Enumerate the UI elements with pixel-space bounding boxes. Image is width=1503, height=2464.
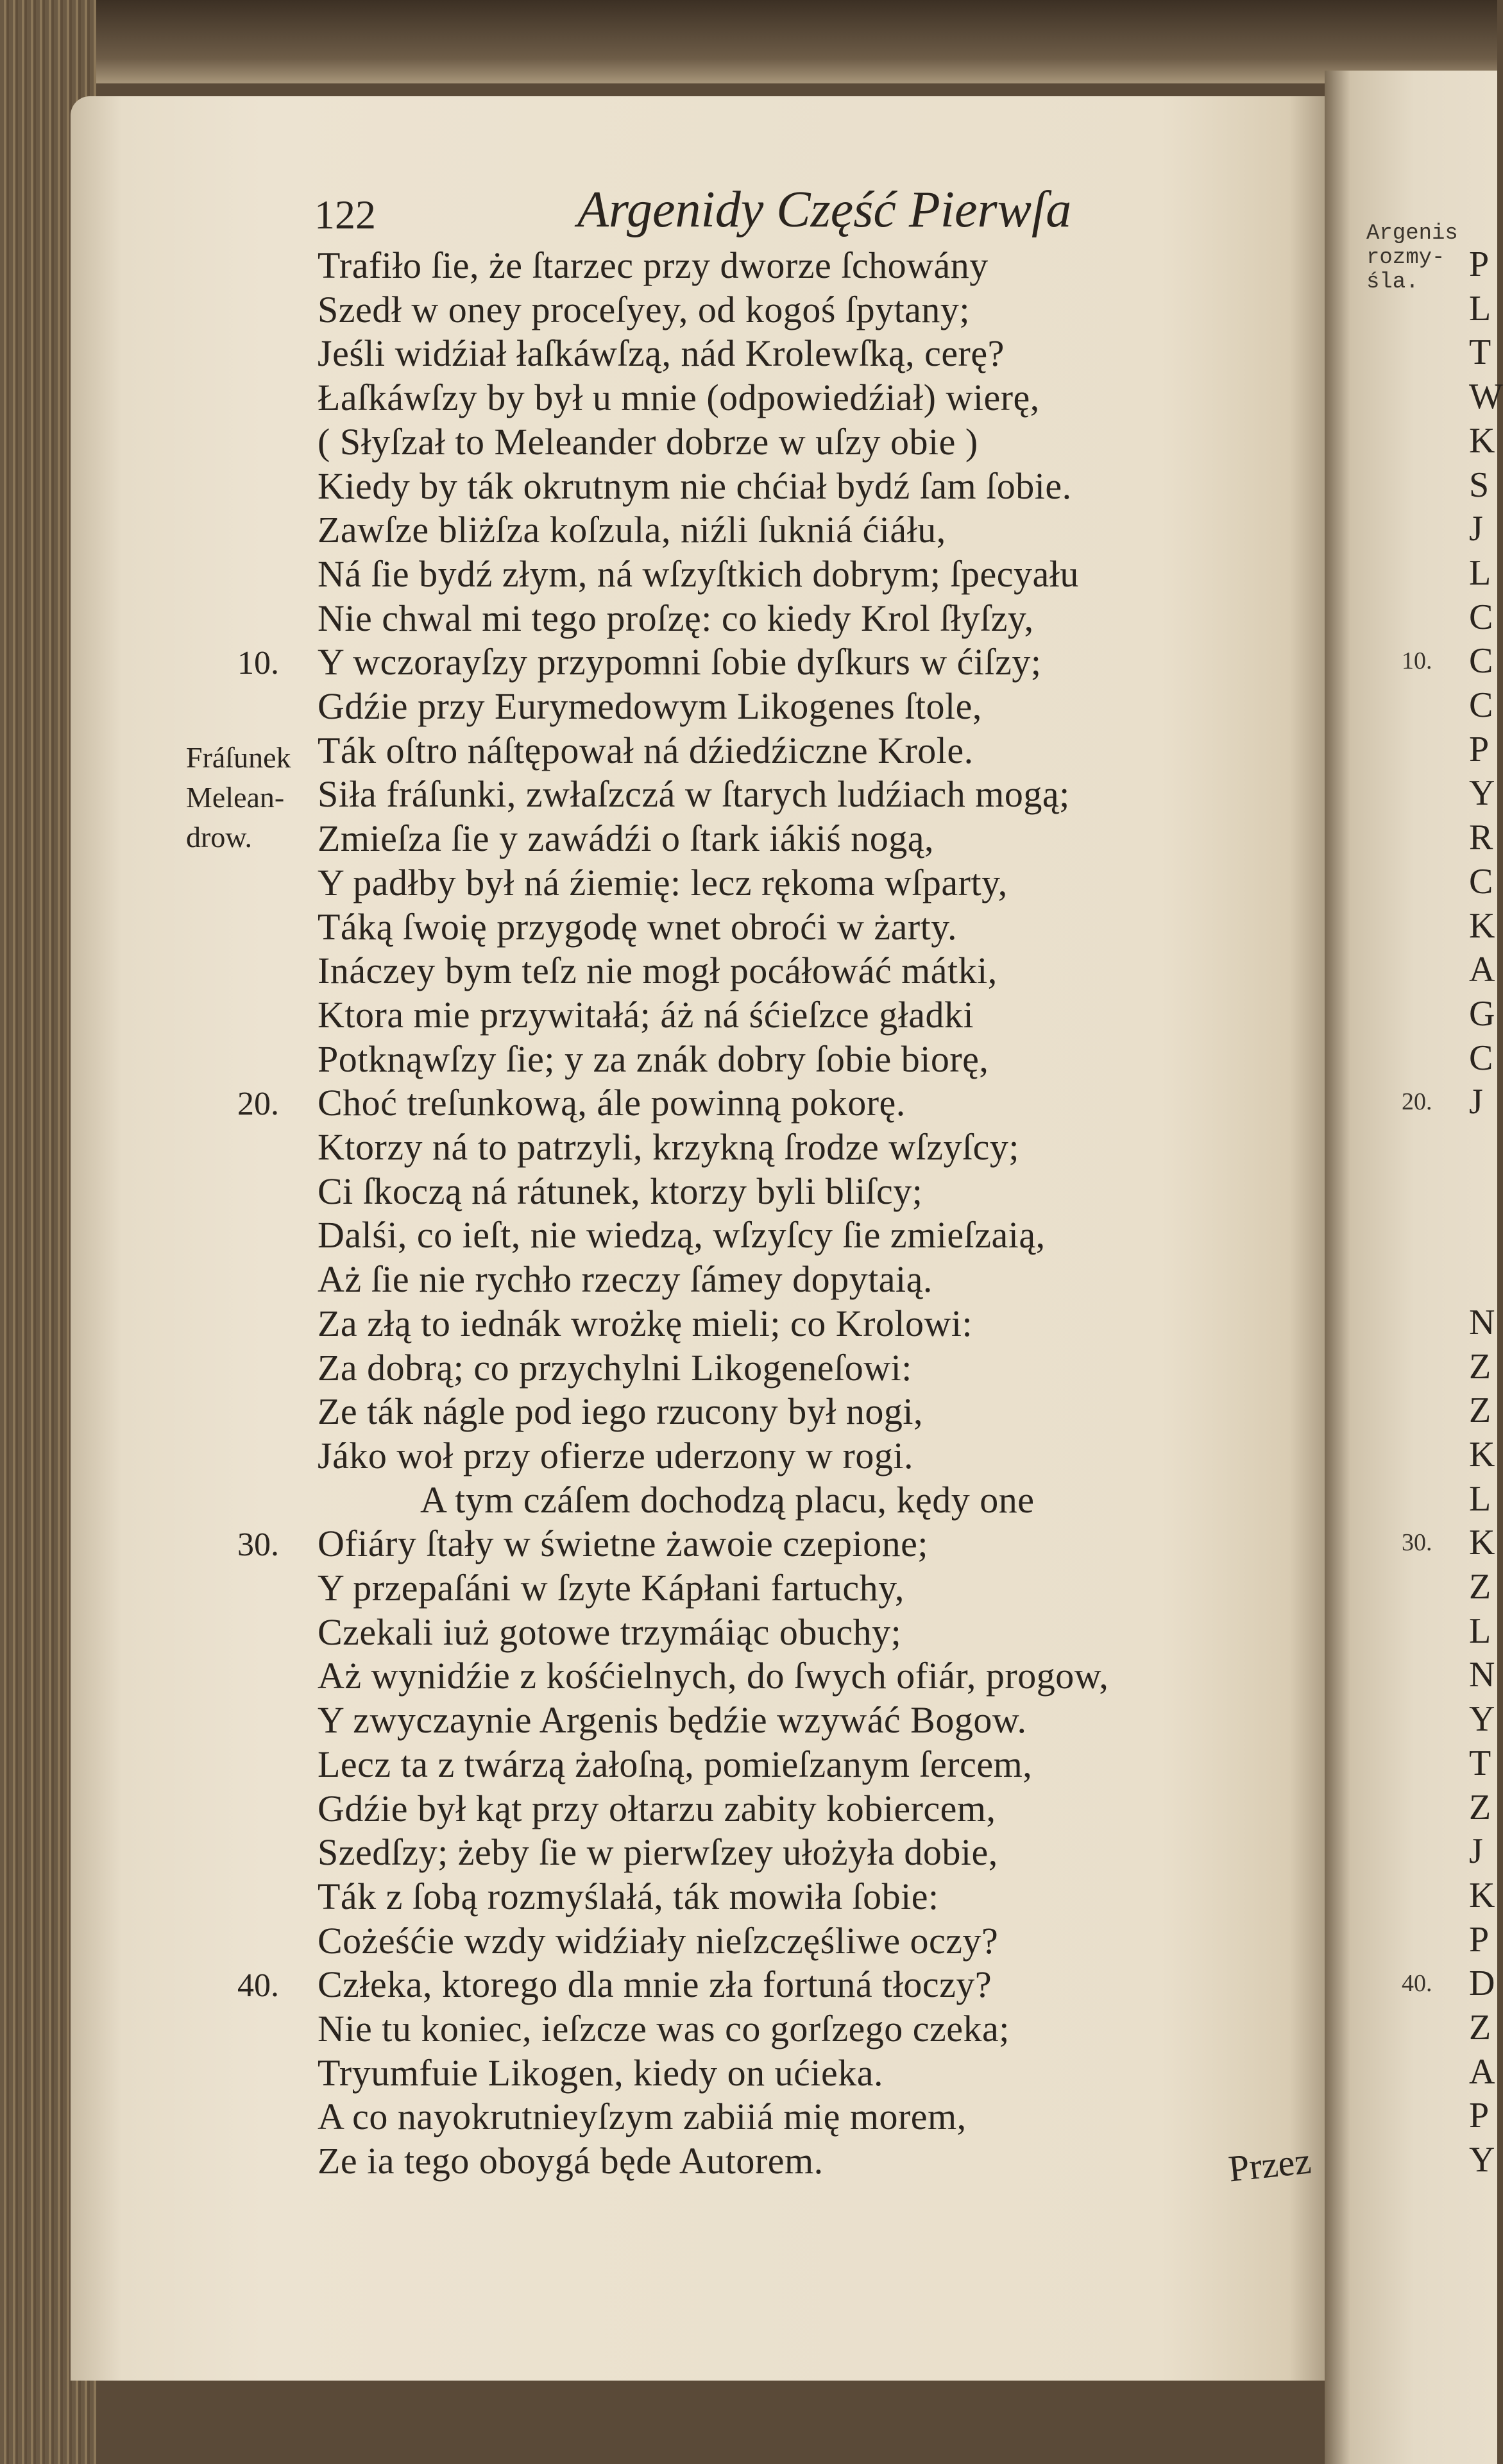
- line-number: 20.: [237, 1086, 279, 1123]
- verse-line: Gdźie był kąt przy ołtarzu zabity kobiercem,: [318, 1787, 996, 1829]
- right-margin-note-line: rozmy-: [1366, 246, 1445, 270]
- verse-line: Kiedy by ták okrutnym nie chćiał bydź ſam ſobie.: [318, 465, 1072, 507]
- verse-line: Lecz ta z twárzą żałoſną, pomieſzanym ſercem,: [318, 1743, 1033, 1785]
- verse-line: Gdźie przy Eurymedowym Likogenes ſtole,: [318, 685, 982, 727]
- right-page-line-initial: J: [1469, 509, 1484, 549]
- right-page-line-initial: P: [1469, 1919, 1490, 1960]
- right-page-line-initial: L: [1469, 1478, 1491, 1519]
- book-top-edge: [0, 0, 1497, 83]
- verse-line: Za złą to iednák wrożkę mieli; co Krolowi:: [318, 1302, 973, 1344]
- verse-line: Siła fráſunki, zwłaſzczá w ſtarych ludźiach mogą;: [318, 773, 1070, 816]
- right-page-line-initial: C: [1469, 641, 1493, 681]
- verse-line: Nie chwal mi tego proſzę: co kiedy Krol ſłyſzy,: [318, 597, 1034, 639]
- right-page-line-initial: S: [1469, 465, 1490, 505]
- verse-line: Zmieſza ſie y zawádźi o ſtark iákiś nogą,: [318, 817, 935, 860]
- verse-line: Szedł w oney proceſyey, od kogoś ſpytany;: [318, 288, 971, 330]
- verse-line: Ná ſie bydź złym, ná wſzyſtkich dobrym; ſpecyału: [318, 552, 1079, 595]
- right-page-line-initial: Z: [1469, 1390, 1491, 1431]
- verse-line: Y zwyczaynie Argenis będźie wzywáć Bogow.: [318, 1699, 1027, 1741]
- verse-line: Aż wynidźie z kośćielnych, do ſwych ofiár, progow,: [318, 1655, 1109, 1697]
- verse-line: Trafiło ſie, że ſtarzec przy dworze ſchowány: [318, 244, 989, 286]
- right-page-line-initial: T: [1469, 1743, 1491, 1783]
- right-page-line-number: 20.: [1402, 1088, 1432, 1116]
- right-page-line-initial: W: [1469, 377, 1503, 417]
- right-page-line-initial: L: [1469, 288, 1491, 329]
- verse-line: Ktorzy ná to patrzyli, krzykną ſrodze wſzyſcy;: [318, 1126, 1019, 1168]
- right-margin-note: [1366, 221, 1458, 295]
- verse-line: Ci ſkoczą ná rátunek, ktorzy byli bliſcy;: [318, 1170, 923, 1212]
- right-page-line-initial: Z: [1469, 1787, 1491, 1827]
- right-page-line-initial: P: [1469, 244, 1490, 284]
- margin-note-line: drow.: [186, 821, 253, 853]
- verse-line: Ze ták nágle pod iego rzucony był nogi,: [318, 1390, 924, 1433]
- verse-line: Y padłby był ná źiemię: lecz rękoma wſparty,: [318, 861, 1008, 903]
- right-page-line-initial: C: [1469, 1038, 1493, 1078]
- verse-line: Dalśi, co ieſt, nie wiedzą, wſzyſcy ſie zmieſzaią,: [318, 1214, 1046, 1256]
- right-margin-note-line: śla.: [1366, 270, 1419, 295]
- right-page-line-initial: Z: [1469, 1346, 1491, 1387]
- right-page-line-initial: C: [1469, 597, 1493, 637]
- right-page-line-initial: T: [1469, 332, 1491, 373]
- right-page-line-initial: J: [1469, 1082, 1484, 1122]
- right-page-line-initial: D: [1469, 1964, 1495, 2004]
- verse-line: Ze ia tego oboygá będe Autorem.: [318, 2140, 824, 2182]
- verse-line: Ták oſtro náſtępował ná dźiedźiczne Krole.: [318, 729, 974, 771]
- catchword: Przez: [1226, 2139, 1313, 2190]
- verse-line: Aż ſie nie rychło rzeczy ſámey dopytaią.: [318, 1258, 933, 1301]
- right-margin-note-line: Argenis: [1366, 221, 1458, 246]
- verse-line: Táką ſwoię przygodę wnet obroći w żarty.: [318, 905, 958, 948]
- line-number: 40.: [237, 1967, 279, 2005]
- right-page-line-initial: G: [1469, 993, 1495, 1034]
- verse-line: Zawſze bliżſza koſzula, niźli ſukniá ćiáłu,: [318, 509, 946, 551]
- verse-line: Ináczey bym teſz nie mogł pocáłowáć mátki,: [318, 950, 998, 992]
- verse-line: Ktora mie przywitałá; áż ná śćieſzce gładki: [318, 993, 974, 1036]
- right-page-line-initial: N: [1469, 1302, 1495, 1342]
- margin-note: [186, 738, 291, 857]
- verse-line: Y wczorayſzy przypomni ſobie dyſkurs w ćiſzy;: [318, 641, 1042, 683]
- margin-note-line: Melean-: [186, 781, 285, 814]
- running-head: Argenidy Część Pierwſa: [577, 182, 1072, 238]
- right-page-line-number: 40.: [1402, 1970, 1432, 1998]
- verse-line: Cożeśćie wzdy widźiały nieſzczęśliwe oczy?: [318, 1919, 999, 1962]
- right-page-line-initial: N: [1469, 1655, 1495, 1695]
- right-page-line-initial: K: [1469, 420, 1495, 461]
- right-page-line-initial: L: [1469, 552, 1491, 593]
- verse-line: Za dobrą; co przychylni Likogeneſowi:: [318, 1346, 912, 1389]
- verse-line: ( Słyſzał to Meleander dobrze w uſzy obie ): [318, 420, 978, 463]
- right-page-line-initial: A: [1469, 950, 1495, 990]
- right-page-line-initial: R: [1469, 817, 1493, 858]
- right-page-line-initial: P: [1469, 2096, 1490, 2136]
- right-page-line-number: 10.: [1402, 647, 1432, 675]
- verse-line: Jeśli widźiał łaſkáwſzą, nád Krolewſką, cerę?: [318, 332, 1005, 375]
- verse-line: A tym czáſem dochodzą placu, kędy one: [420, 1478, 1035, 1521]
- line-number: 10.: [237, 645, 279, 682]
- right-page-line-initial: Z: [1469, 1567, 1491, 1607]
- right-page-line-initial: Z: [1469, 2008, 1491, 2048]
- verse-line: Szedſzy; żeby ſie w pierwſzey ułożyła dobie,: [318, 1831, 998, 1874]
- verse-line: Tryumfuie Likogen, kiedy on ućieka.: [318, 2051, 883, 2094]
- verse-line: Ták z ſobą rozmyślałá, ták mowiła ſobie:: [318, 1875, 939, 1917]
- verse-line: A co nayokrutnieyſzym zabiiá mię morem,: [318, 2096, 967, 2138]
- right-page-line-initial: J: [1469, 1831, 1484, 1872]
- verse-line: Czekali iuż gotowe trzymáiąc obuchy;: [318, 1611, 902, 1653]
- verse-line: Potknąwſzy ſie; y za znák dobry ſobie biorę,: [318, 1038, 989, 1080]
- verse-line: Łaſkáwſzy by był u mnie (odpowiedźiał) wierę,: [318, 377, 1040, 419]
- right-page-line-initial: A: [1469, 2051, 1495, 2092]
- right-page-line-initial: Y: [1469, 1699, 1495, 1740]
- right-page-line-initial: K: [1469, 1523, 1495, 1563]
- verse-line: Choć treſunkową, ále powinną pokorę.: [318, 1082, 906, 1124]
- line-number: 30.: [237, 1527, 279, 1564]
- verse-line: Y przepaſáni w ſzyte Kápłani fartuchy,: [318, 1567, 904, 1609]
- margin-note-line: Fráſunek: [186, 741, 291, 774]
- right-page-line-initial: C: [1469, 685, 1493, 725]
- right-page-line-initial: L: [1469, 1611, 1491, 1651]
- verse-line: Ofiáry ſtały w świetne żawoie czepione;: [318, 1523, 928, 1565]
- verse-line: Człeka, ktorego dla mnie zła fortuná tłoczy?: [318, 1964, 992, 2006]
- verse-line: Nie tu koniec, ieſzcze was co gorſzego czeka;: [318, 2008, 1010, 2049]
- right-page-line-number: 30.: [1402, 1529, 1432, 1557]
- right-page-line-initial: Y: [1469, 773, 1495, 814]
- verse-line: Jáko woł przy ofierze uderzony w rogi.: [318, 1434, 913, 1476]
- right-page-line-initial: K: [1469, 1875, 1495, 1915]
- page-number: 122: [314, 192, 376, 237]
- right-page-line-initial: Y: [1469, 2140, 1495, 2180]
- right-page-line-initial: K: [1469, 905, 1495, 946]
- right-page-line-initial: P: [1469, 729, 1490, 769]
- right-page-line-initial: K: [1469, 1434, 1495, 1475]
- right-page-line-initial: C: [1469, 861, 1493, 902]
